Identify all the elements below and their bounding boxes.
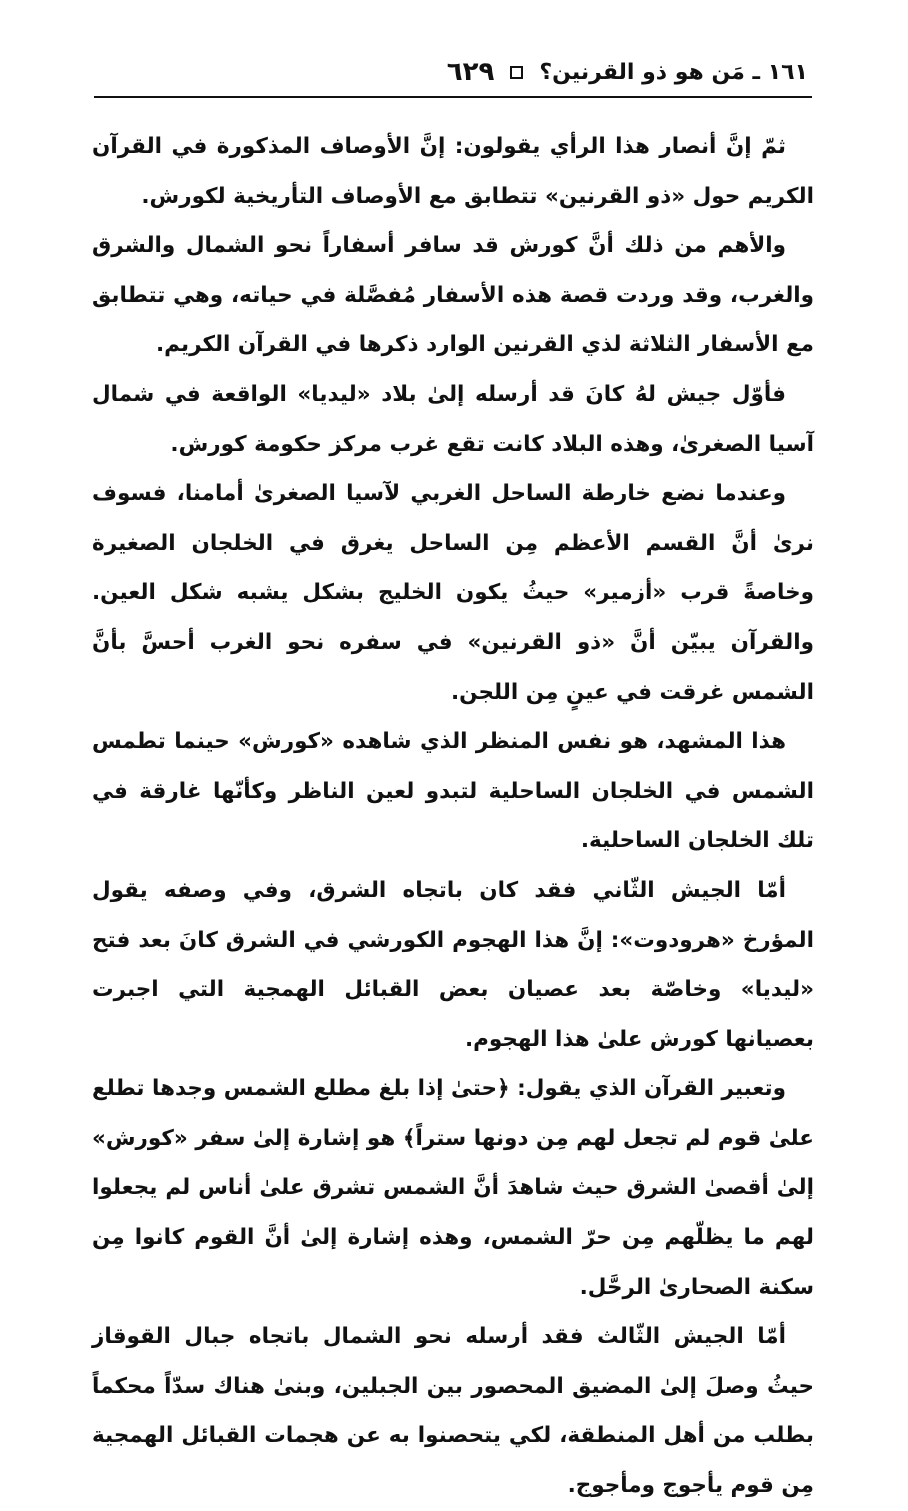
- body-text: [92, 122, 814, 1511]
- square-ornament-icon: [510, 66, 523, 79]
- paragraph: وعندما نضع خارطة الساحل الغربي لآسيا الصغرىٰ أمامنا، فسوف نرىٰ أنَّ القسم الأعظم مِن الساحل يغرق في الخلجان الصغيرة وخاصةً قرب «أزمير» حيثُ يكون الخليج بشكل يشبه شكل العين. والقرآن يبيّن أنَّ «ذو القرنين» في سفره نحو الغرب أحسَّ بأنَّ الشمس غرقت في عينٍ مِن اللجن.: [92, 481, 814, 705]
- paragraph: أمّا الجيش الثّاني فقد كان باتجاه الشرق، وفي وصفه يقول المؤرخ «هرودوت»: إنَّ هذا الهجوم الكورشي في الشرق كانَ بعد فتح «ليديا» وخاصّة بعد عصيان بعض القبائل الهمجية التي اجبرت بعصيانها كورش علىٰ هذا الهجوم.: [92, 877, 814, 1052]
- paragraph: أمّا الجيش الثّالث فقد أرسله نحو الشمال باتجاه جبال القوقاز حيثُ وصلَ إلىٰ المضيق المحصور بين الجبلين، وبنىٰ هناك سدّاً محكماً بطلب من أهل المنطقة، لكي يتحصنوا به عن هجمات القبائل الهمجية مِن قوم يأجوج ومأجوج.: [92, 1324, 814, 1499]
- running-header: [94, 52, 808, 92]
- paragraph: ثمّ إنَّ أنصار هذا الرأي يقولون: إنَّ الأوصاف المذكورة في القرآن الكريم حول «ذو القرنين» تتطابق مع الأوصاف التأريخية لكورش.: [92, 134, 814, 209]
- header-divider: [94, 96, 812, 98]
- paragraph: فأوّل جيش لهُ كانَ قد أرسله إلىٰ بلاد «ليديا» الواقعة في شمال آسيا الصغرىٰ، وهذه البلاد كانت تقع غرب مركز حكومة كورش.: [92, 381, 814, 457]
- paragraph: هذا المشهد، هو نفس المنظر الذي شاهده «كورش» حينما تطمس الشمس في الخلجان الساحلية لتبدو لعين الناظر وكأنّها غارقة في تلك الخلجان الساحلية.: [92, 729, 814, 854]
- paragraph: والأهم من ذلك أنَّ كورش قد سافر أسفاراً نحو الشمال والشرق والغرب، وقد وردت قصة هذه الأسفار مُفصَّلة في حياته، وهي تتطابق مع الأسفار الثلاثة لذي القرنين الوارد ذكرها في القرآن الكريم.: [92, 233, 814, 358]
- page-number: ٦٢٩: [446, 57, 495, 87]
- paragraph: وتعبير القرآن الذي يقول: ﴿حتىٰ إذا بلغ مطلع الشمس وجدها تطلع علىٰ قوم لم تجعل لهم مِن دونها ستراً﴾ هو إشارة إلىٰ سفر «كورش» إلىٰ أقصىٰ الشرق حيث شاهدَ أنَّ الشمس تشرق علىٰ أناس لم يجعلوا لهم ما يظلّهم مِن حرّ الشمس، وهذه إشارة إلىٰ أنَّ القوم كانوا مِن سكنة الصحارىٰ الرحَّل.: [92, 1076, 814, 1300]
- chapter-title: ١٦١ ـ مَن هو ذو القرنين؟: [539, 59, 808, 85]
